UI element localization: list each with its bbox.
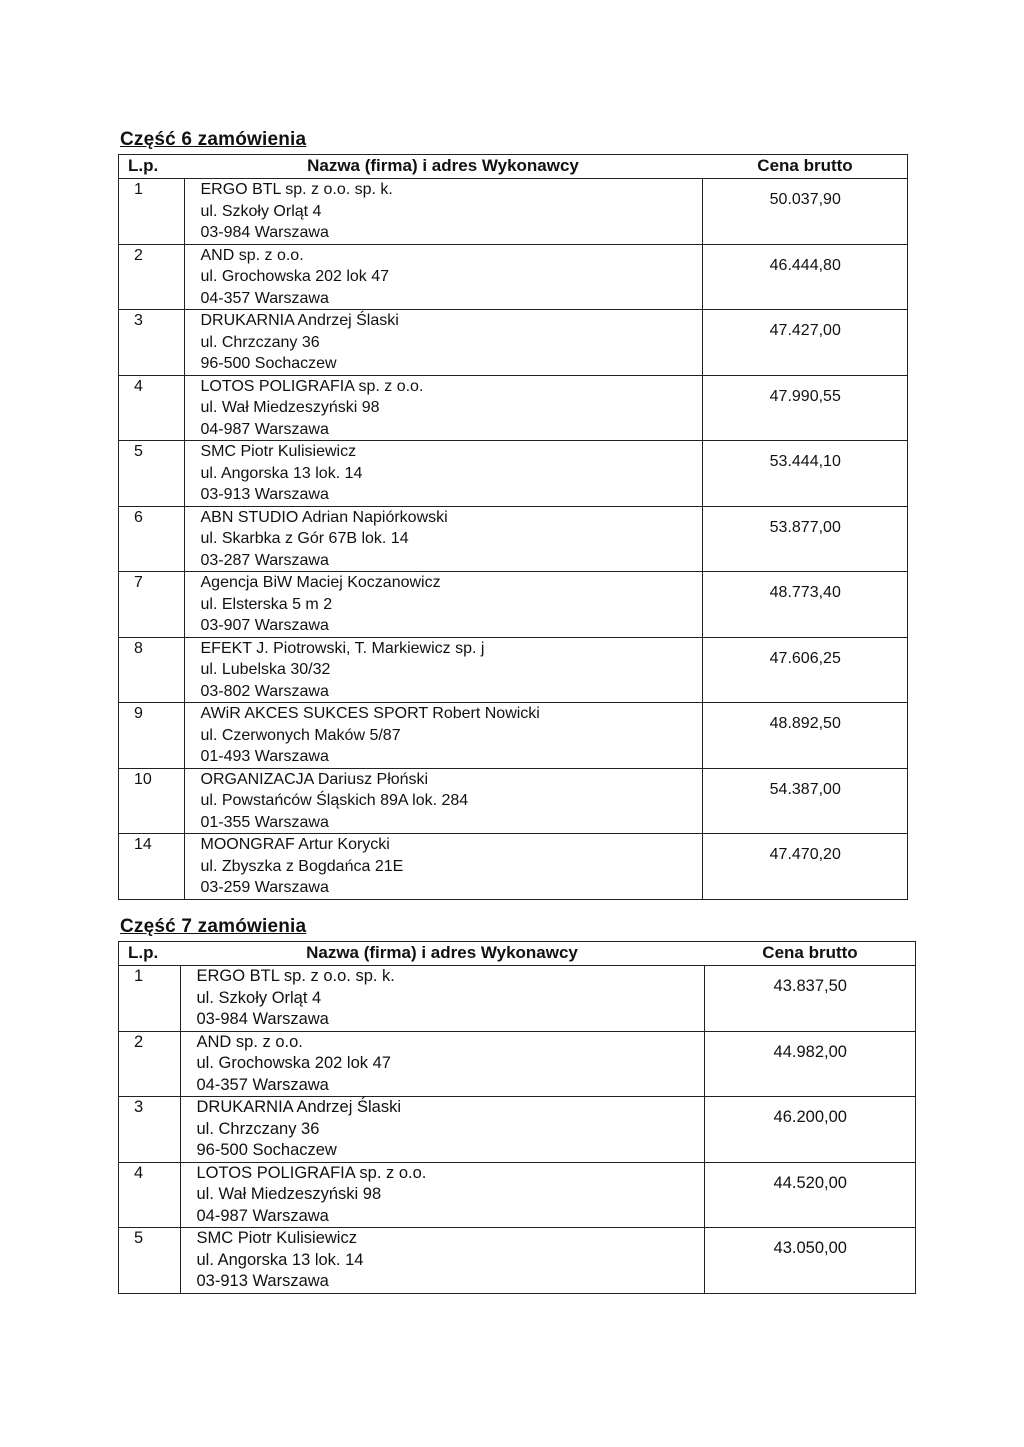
table-row (118, 179, 908, 245)
header-lp: L.p. (118, 941, 180, 966)
section-6-table (118, 154, 908, 900)
gross-price: 46.200,00 (704, 1097, 916, 1163)
gross-price: 46.444,80 (702, 244, 908, 310)
contractor-city: 03-259 Warszawa (200, 879, 329, 896)
table-row (118, 1228, 916, 1294)
contractor-cell (180, 1162, 704, 1228)
contractor-city: 96-500 Sochaczew (200, 355, 337, 372)
table-row (118, 310, 908, 376)
table-row (118, 375, 908, 441)
row-number: 4 (118, 1162, 180, 1228)
table-row (118, 506, 908, 572)
header-name: Nazwa (firma) i adres Wykonawcy (180, 941, 704, 966)
contractor-city: 04-357 Warszawa (200, 289, 329, 307)
contractor-city: 03-907 Warszawa (200, 617, 329, 634)
contractor-name: AND sp. z o.o. (200, 246, 304, 264)
contractor-name: SMC Piotr Kulisiewicz (200, 443, 357, 460)
contractor-name: EFEKT J. Piotrowski, T. Markiewicz sp. j (200, 639, 485, 657)
contractor-name: ERGO BTL sp. z o.o. sp. k. (196, 967, 395, 985)
contractor-name: DRUKARNIA Andrzej Ślaski (200, 312, 399, 329)
contractor-city: 04-987 Warszawa (196, 1206, 329, 1225)
gross-price: 47.990,55 (702, 375, 908, 441)
contractor-street: ul. Grochowska 202 lok 47 (200, 268, 390, 285)
table-row (118, 703, 908, 769)
contractor-city: 03-913 Warszawa (200, 486, 329, 503)
contractor-street: ul. Powstańców Śląskich 89A lok. 284 (200, 792, 469, 809)
contractor-name: LOTOS POLIGRAFIA sp. z o.o. (196, 1163, 427, 1182)
section-6-header-row (118, 154, 908, 179)
contractor-name: AND sp. z o.o. (196, 1032, 303, 1051)
row-number: 3 (118, 1097, 180, 1163)
contractor-city: 04-987 Warszawa (200, 420, 329, 438)
contractor-name: ORGANIZACJA Dariusz Płoński (200, 770, 429, 788)
row-number: 6 (118, 506, 184, 572)
contractor-name: ERGO BTL sp. z o.o. sp. k. (200, 181, 393, 198)
section-7-table (118, 941, 916, 1294)
contractor-street: ul. Lubelska 30/32 (200, 661, 331, 678)
table-row (118, 1031, 916, 1097)
gross-price: 47.427,00 (702, 310, 908, 376)
contractor-street: ul. Grochowska 202 lok 47 (196, 1054, 391, 1072)
contractor-name: AWiR AKCES SUKCES SPORT Robert Nowicki (200, 705, 540, 722)
row-number: 3 (118, 310, 184, 376)
table-row (118, 834, 908, 900)
row-number: 1 (118, 179, 184, 245)
contractor-street: ul. Angorska 13 lok. 14 (196, 1250, 364, 1269)
contractor-street: ul. Chrzczany 36 (200, 333, 320, 351)
contractor-cell (180, 1228, 704, 1294)
contractor-street: ul. Wał Miedzeszyński 98 (200, 399, 380, 416)
row-number: 5 (118, 1228, 180, 1294)
contractor-cell (184, 637, 702, 703)
row-number: 10 (118, 768, 184, 834)
row-number: 2 (118, 1031, 180, 1097)
contractor-city: 01-493 Warszawa (200, 748, 329, 765)
contractor-cell (184, 244, 702, 310)
contractor-city: 03-287 Warszawa (200, 551, 329, 569)
table-row (118, 768, 908, 834)
contractor-cell (184, 572, 702, 638)
contractor-city: 03-802 Warszawa (200, 682, 329, 700)
contractor-cell (184, 441, 702, 507)
contractor-name: LOTOS POLIGRAFIA sp. z o.o. (200, 377, 424, 395)
table-row (118, 572, 908, 638)
table-row (118, 1097, 916, 1163)
contractor-street: ul. Wał Miedzeszyński 98 (196, 1185, 382, 1203)
gross-price: 44.982,00 (704, 1031, 916, 1097)
row-number: 8 (118, 637, 184, 703)
contractor-cell (184, 179, 702, 245)
contractor-cell (184, 375, 702, 441)
gross-price: 47.606,25 (702, 637, 908, 703)
contractor-city: 03-913 Warszawa (196, 1272, 329, 1290)
contractor-name: ABN STUDIO Adrian Napiórkowski (200, 508, 448, 526)
row-number: 9 (118, 703, 184, 769)
gross-price: 43.050,00 (704, 1228, 916, 1294)
contractor-name: DRUKARNIA Andrzej Ślaski (196, 1098, 401, 1116)
contractor-street: ul. Szkoły Orląt 4 (196, 988, 322, 1007)
table-row (118, 637, 908, 703)
contractor-cell (184, 834, 702, 900)
section-7 (118, 915, 916, 1294)
contractor-street: ul. Elsterska 5 m 2 (200, 595, 333, 613)
contractor-street: ul. Chrzczany 36 (196, 1119, 320, 1138)
contractor-city: 04-357 Warszawa (196, 1075, 329, 1094)
document-page (80, 62, 966, 1392)
contractor-city: 03-984 Warszawa (200, 224, 329, 241)
section-7-header-row (118, 941, 916, 966)
header-name: Nazwa (firma) i adres Wykonawcy (184, 154, 702, 179)
header-price: Cena brutto (702, 154, 908, 179)
gross-price: 50.037,90 (702, 179, 908, 245)
contractor-name: SMC Piotr Kulisiewicz (196, 1229, 357, 1247)
header-lp: L.p. (118, 154, 184, 179)
gross-price: 43.837,50 (704, 966, 916, 1032)
contractor-cell (184, 506, 702, 572)
header-price: Cena brutto (704, 941, 916, 966)
contractor-street: ul. Angorska 13 lok. 14 (200, 464, 363, 482)
contractor-cell (180, 966, 704, 1032)
section-6 (118, 128, 908, 900)
table-row (118, 966, 916, 1032)
gross-price: 44.520,00 (704, 1162, 916, 1228)
row-number: 7 (118, 572, 184, 638)
gross-price: 47.470,20 (702, 834, 908, 900)
gross-price: 53.877,00 (702, 506, 908, 572)
contractor-street: ul. Skarbka z Gór 67B lok. 14 (200, 530, 409, 547)
gross-price: 48.892,50 (702, 703, 908, 769)
table-row (118, 441, 908, 507)
contractor-cell (180, 1097, 704, 1163)
row-number: 1 (118, 966, 180, 1032)
table-row (118, 244, 908, 310)
row-number: 5 (118, 441, 184, 507)
contractor-name: MOONGRAF Artur Korycki (200, 836, 390, 853)
table-row (118, 1162, 916, 1228)
contractor-street: ul. Szkoły Orląt 4 (200, 202, 322, 220)
contractor-cell (180, 1031, 704, 1097)
row-number: 14 (118, 834, 184, 900)
contractor-street: ul. Czerwonych Maków 5/87 (200, 726, 401, 744)
contractor-city: 96-500 Sochaczew (196, 1141, 337, 1159)
contractor-name: Agencja BiW Maciej Koczanowicz (200, 574, 441, 591)
contractor-cell (184, 310, 702, 376)
row-number: 2 (118, 244, 184, 310)
gross-price: 48.773,40 (702, 572, 908, 638)
section-7-title: Część 7 zamówienia (120, 916, 307, 937)
contractor-street: ul. Zbyszka z Bogdańca 21E (200, 857, 404, 875)
contractor-city: 03-984 Warszawa (196, 1010, 329, 1028)
row-number: 4 (118, 375, 184, 441)
gross-price: 54.387,00 (702, 768, 908, 834)
section-6-title: Część 6 zamówienia (120, 129, 307, 150)
contractor-city: 01-355 Warszawa (200, 813, 329, 831)
contractor-cell (184, 703, 702, 769)
contractor-cell (184, 768, 702, 834)
gross-price: 53.444,10 (702, 441, 908, 507)
